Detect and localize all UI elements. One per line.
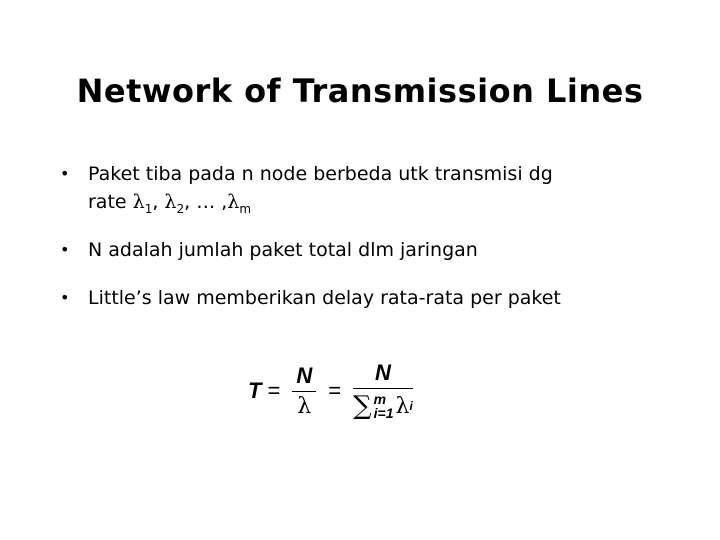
lambda-symbol: λ <box>395 393 410 419</box>
bullet-item-total-packets <box>60 236 680 264</box>
fraction-numerator: N <box>296 362 313 388</box>
subscript-1: 1 <box>144 201 153 216</box>
sum-limits <box>374 392 394 420</box>
formula-lhs: T <box>248 377 262 403</box>
fraction-n-over-lambda <box>292 363 316 419</box>
bullet-marker: • <box>60 240 70 259</box>
lambda-symbol: λ <box>227 191 240 213</box>
bullet-text: N adalah jumlah paket total dlm jaringan <box>88 239 478 261</box>
bullet-text-line1: Paket tiba pada n node berbeda utk transmisi dg <box>88 163 553 185</box>
lambda-symbol: λ <box>164 191 177 213</box>
lambda-symbol: λ <box>132 191 145 213</box>
bullet-marker: • <box>60 164 70 183</box>
fraction-numerator: N <box>374 360 391 385</box>
sum-lower-limit: i=1 <box>373 405 394 421</box>
page-title: Network of Transmission Lines <box>76 72 644 110</box>
separator: , … , <box>184 191 228 213</box>
fraction-denominator: λ <box>297 393 312 419</box>
fraction-n-over-sum <box>353 360 413 421</box>
sigma-symbol: ∑ <box>353 391 372 421</box>
bullet-item-littles-law <box>60 284 680 312</box>
delay-formula <box>248 360 419 421</box>
bullet-marker: • <box>60 288 70 307</box>
subscript-m: m <box>239 201 252 216</box>
sum-denominator: ∑ m i=1 λ i <box>353 391 413 421</box>
equals-sign: = <box>328 377 342 403</box>
sum-upper-limit: m <box>373 391 387 407</box>
equals-sign: = <box>267 377 281 403</box>
subscript-2: 2 <box>176 201 185 216</box>
bullet-text: Little’s law memberikan delay rata-rata per paket <box>88 287 561 309</box>
separator: , <box>152 191 165 213</box>
bullet-list <box>60 160 680 332</box>
bullet-text-line2-prefix: rate <box>88 191 133 213</box>
bullet-item-arrival <box>60 160 680 216</box>
